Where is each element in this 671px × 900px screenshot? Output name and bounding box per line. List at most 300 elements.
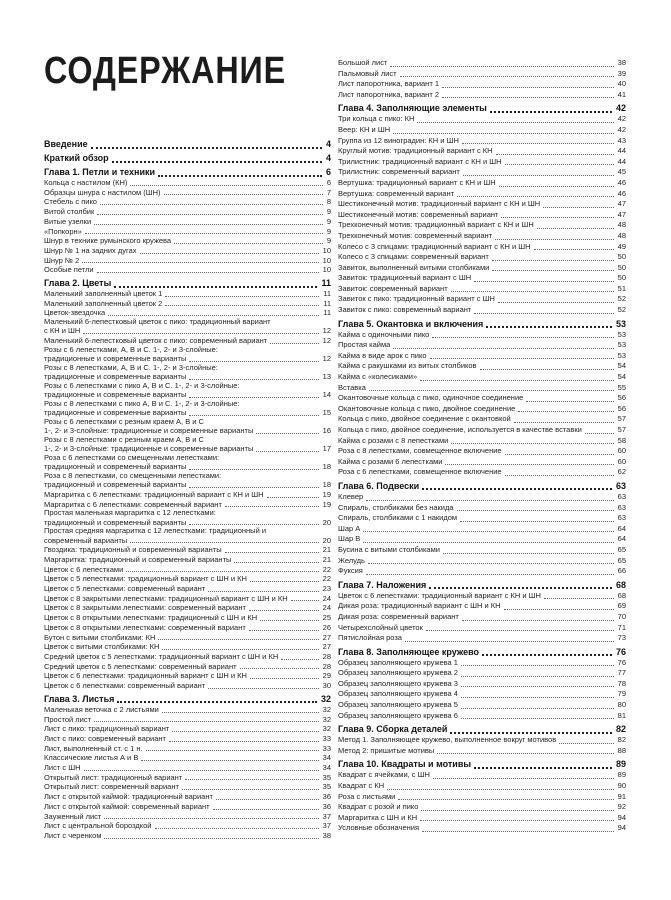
toc-page-number: 30 <box>322 681 331 691</box>
toc-entry-label: Трилистник: современный вариант <box>338 167 460 177</box>
toc-entry-label: Лист с открытой каймой: современный вариант <box>44 801 210 811</box>
toc-page-number: 46 <box>617 188 626 198</box>
toc-entry-label: Зауженный лист <box>44 811 102 821</box>
toc-entry-row <box>338 446 626 457</box>
dot-leader <box>94 720 319 722</box>
dot-leader <box>250 677 319 679</box>
dot-leader <box>165 304 319 306</box>
dot-leader <box>189 360 318 362</box>
toc-entry-line <box>44 565 331 575</box>
dot-leader <box>474 766 612 769</box>
toc-entry-wrap-line: Простая маленькая маргаритка с 12 лепестками: <box>44 509 216 518</box>
toc-entry-label: Группа из 12 виноградин: КН и ШН <box>338 135 459 145</box>
toc-entry-line <box>338 178 626 189</box>
toc-entry-label: Лист, выполненный ст. с 1 н. <box>44 743 143 753</box>
toc-entry-row <box>44 613 331 623</box>
toc-entry-label: Квадрат с розой и пико <box>338 802 419 812</box>
toc-entry-row <box>44 662 331 672</box>
toc-entry-row <box>338 813 626 824</box>
toc-chapter-row <box>44 166 331 178</box>
toc-page-number: 37 <box>322 811 331 821</box>
dot-leader <box>457 195 614 197</box>
dot-leader <box>390 65 613 67</box>
toc-page-number: 77 <box>617 668 626 678</box>
toc-entry-line <box>44 277 331 289</box>
dot-leader <box>457 509 614 511</box>
toc-page-number: 10 <box>322 245 331 255</box>
toc-entry-line <box>338 372 626 383</box>
toc-entry-row <box>44 802 331 812</box>
dot-leader <box>462 619 614 621</box>
toc-page-number: 82 <box>617 735 626 745</box>
toc-entry-label: Лист с пико: современный вариант <box>44 733 166 743</box>
toc-entry-line <box>338 679 626 690</box>
toc-entry-row <box>338 770 626 781</box>
toc-entry-line <box>338 146 626 157</box>
toc-entry-wrap-line: Розы с 6 лепестками, А, В и С. 1-, 2- и 3-слойные: <box>44 345 218 354</box>
toc-entry-label: Окантовочные кольца с пико, двойное соединение <box>338 403 516 413</box>
toc-entry-wrap-line: Роза с 6 лепестками со смещенными лепестками: <box>44 453 220 462</box>
toc-page-number: 50 <box>617 273 626 283</box>
toc-entry-row <box>338 294 626 305</box>
dot-leader <box>461 664 614 666</box>
toc-entry-line <box>44 408 331 418</box>
toc-entry-label: традиционные и современные варианты <box>44 354 187 364</box>
toc-entry-line <box>338 330 626 341</box>
toc-page-number: 64 <box>617 523 626 533</box>
toc-entry-row <box>338 383 626 394</box>
page-title: СОДЕРЖАНИЕ <box>44 50 286 92</box>
dot-leader <box>363 530 613 532</box>
toc-entry-label: Открытый лист: современный вариант <box>44 782 179 792</box>
toc-entry-label: Цветок с 8 открытыми лепестками: традиционный с ШН и КН <box>44 613 258 623</box>
toc-entry-label: Веер: КН и ШН <box>338 124 391 134</box>
toc-page-number: 78 <box>617 678 626 688</box>
toc-page-number: 19 <box>322 489 331 499</box>
toc-entry-label: Глава 2. Цветы <box>44 278 112 289</box>
dot-leader <box>172 730 318 732</box>
toc-entry-label: Кольца с пико, двойное соединение, используется в качестве вставки <box>338 425 582 434</box>
toc-page-number: 32 <box>322 704 331 714</box>
toc-page-number: 10 <box>322 255 331 265</box>
toc-entry-line <box>44 681 331 691</box>
dot-leader <box>240 667 319 669</box>
toc-entry-label: Образцы шнура с настилом (ШН) <box>44 187 161 197</box>
toc-entry-label: Маленький заполненный цветок 2 <box>44 298 163 308</box>
dot-leader <box>429 586 612 589</box>
toc-page-number: 44 <box>617 146 626 156</box>
toc-entry-row <box>338 700 626 711</box>
toc-page-number: 10 <box>322 265 331 275</box>
toc-entry-line <box>338 294 626 305</box>
toc-entry-label: Лист с черенком <box>44 830 102 840</box>
toc-page-number: 58 <box>617 435 626 445</box>
toc-page-number: 45 <box>617 167 626 177</box>
toc-entry-row <box>44 308 331 318</box>
toc-entry-line <box>338 263 626 274</box>
toc-entry-label: Цветок-звездочка <box>44 308 106 318</box>
toc-page-number: 47 <box>617 199 626 209</box>
toc-page-number: 9 <box>326 207 331 217</box>
toc-entry-wrap-line: Роза с 8 лепестками, со смещенными лепестками: <box>44 471 222 480</box>
toc-entry-line <box>338 658 626 669</box>
toc-entry-row <box>44 584 331 594</box>
toc-entry-line <box>44 802 331 812</box>
dot-leader <box>461 696 614 698</box>
toc-entry-label: Бусина с витыми столбиками <box>338 544 440 554</box>
toc-page-number: 42 <box>617 114 626 124</box>
toc-entry-line <box>338 601 626 612</box>
toc-entry-label: Витые узелки <box>44 216 92 226</box>
toc-entry-line <box>338 591 626 602</box>
toc-entry-line <box>338 136 626 147</box>
toc-entry-label: Круглый мотив: традиционный вариант с КН <box>338 146 493 156</box>
toc-entry-row <box>44 773 331 783</box>
dot-leader <box>369 389 614 391</box>
toc-entry-row <box>338 612 626 623</box>
dot-leader <box>270 342 318 344</box>
toc-page-number: 70 <box>617 611 626 621</box>
toc-entry-line <box>44 326 331 336</box>
toc-entry-label: Метод 2: пришитые мотивы <box>338 745 435 755</box>
toc-entry-line <box>338 231 626 242</box>
toc-entry-line <box>338 58 626 69</box>
toc-entry-label: Шар В <box>338 534 361 544</box>
toc-entry-label: Окантовочные кольца с пико, одиночное соединение <box>338 393 524 403</box>
toc-entry-line <box>338 480 626 492</box>
toc-entry-line <box>338 467 626 478</box>
toc-entry-row <box>338 210 626 221</box>
dot-leader <box>420 379 614 381</box>
dot-leader <box>442 86 614 88</box>
toc-entry-row <box>338 633 626 644</box>
dot-leader <box>189 396 318 398</box>
toc-page-number: 36 <box>322 792 331 802</box>
toc-entry-label: Лист с открытой каймой: традиционный вариант <box>44 792 213 802</box>
toc-entry-line <box>44 372 331 382</box>
toc-chapter-row <box>338 646 626 658</box>
toc-entry-line <box>338 457 626 468</box>
toc-entry-row <box>44 812 331 822</box>
toc-entry-row <box>338 167 626 178</box>
toc-page-number: 63 <box>617 491 626 501</box>
toc-entry-label: Вставка <box>338 382 366 392</box>
toc-page-number: 16 <box>322 426 331 436</box>
toc-page-number: 35 <box>322 782 331 792</box>
toc-entry-line <box>44 138 331 150</box>
dot-leader <box>158 174 322 177</box>
toc-entry-row <box>338 361 626 372</box>
toc-entry-label: Завиток: традиционный вариант с ШН <box>338 273 472 283</box>
toc-entry-label: Глава 1. Петли и техники <box>44 167 156 177</box>
dot-leader <box>526 400 613 402</box>
toc-entry-line <box>338 813 626 824</box>
toc-page-number: 23 <box>322 584 331 594</box>
toc-page-number: 62 <box>617 467 626 477</box>
toc-page-number: 40 <box>617 79 626 89</box>
dot-leader <box>501 216 613 218</box>
toc-entry-row <box>338 735 626 746</box>
toc-entry-line <box>44 536 331 546</box>
toc-page-number: 11 <box>323 298 331 308</box>
toc-page-number: 41 <box>617 89 626 99</box>
toc-page-number: 19 <box>322 499 331 509</box>
toc-entry-row <box>44 603 331 613</box>
toc-entry-line <box>44 217 331 227</box>
toc-page-number: 12 <box>322 336 331 346</box>
toc-page-number: 92 <box>617 802 626 812</box>
toc-entry-line <box>44 594 331 604</box>
toc-entry-row <box>338 414 626 425</box>
dot-leader <box>492 259 614 261</box>
toc-entry-line <box>338 404 626 415</box>
toc-page-number: 66 <box>617 566 626 576</box>
dot-leader <box>422 830 614 832</box>
toc-entry-label: Цветок с 5 лепестками: современный вариант <box>44 584 206 594</box>
toc-entry-row <box>338 305 626 316</box>
dot-leader <box>165 295 319 297</box>
toc-entry-line <box>338 623 626 634</box>
toc-entry-row <box>338 513 626 524</box>
dot-leader <box>291 599 319 601</box>
toc-page-number: 50 <box>617 252 626 262</box>
toc-page-number: 21 <box>322 545 331 555</box>
toc-entry-row <box>338 425 626 436</box>
toc-entry-line <box>44 812 331 822</box>
dot-leader <box>85 232 323 234</box>
toc-entry-label: Квадрат с ячейками, с ШН <box>338 770 430 780</box>
dot-leader <box>445 463 613 465</box>
toc-entry-row <box>338 503 626 514</box>
toc-entry-wrap-line: Розы с 8 лепестками с пико А, В и С. 1-, 2- и 3-слойные: <box>44 399 240 408</box>
toc-page-number: 32 <box>320 693 331 704</box>
toc-chapter-row <box>338 758 626 770</box>
toc-entry-line <box>338 340 626 351</box>
toc-entry-row <box>338 340 626 351</box>
toc-entry-line <box>44 188 331 198</box>
toc-entry-label: Трехконечный мотив: традиционный вариант с КН и ШН <box>338 220 534 230</box>
toc-entry-label: Введение <box>44 139 88 149</box>
toc-entry-line <box>44 744 331 754</box>
toc-entry-label: Особые петли <box>44 265 94 275</box>
toc-entry-line <box>44 821 331 831</box>
toc-entry-label: Клевер <box>338 491 364 501</box>
toc-entry-row <box>44 565 331 575</box>
toc-entry-label: Кайма с одиночными пико <box>338 329 430 339</box>
toc-page-number: 28 <box>322 661 331 671</box>
toc-entry-line <box>338 758 626 770</box>
toc-entry-label: Простой лист <box>44 714 92 724</box>
toc-entry-label: Лист с пико: традиционный вариант <box>44 724 170 734</box>
toc-entry-row <box>44 623 331 633</box>
toc-entry-line <box>44 299 331 309</box>
toc-page-number: 94 <box>617 823 626 833</box>
toc-entry-label: Кольца с настилом (КН) <box>44 178 128 187</box>
toc-entry-row <box>44 705 331 715</box>
toc-entry-line <box>338 318 626 330</box>
toc-entry-line <box>338 284 626 295</box>
toc-entry-label: Цветок с 6 лепестками: традиционный вариант с КН и ШН <box>338 590 541 600</box>
toc-page-number: 20 <box>322 517 331 527</box>
toc-entry-line <box>44 792 331 802</box>
dot-leader <box>585 432 614 434</box>
toc-entry-wrap-line: Розы с 8 лепестками, А, В и С. 1-, 2- и 3-слойные: <box>44 363 218 372</box>
toc-entry-row <box>338 330 626 341</box>
toc-chapter-row <box>44 138 331 150</box>
toc-page-number: 37 <box>322 821 331 831</box>
toc-entry-label: традиционный и современный варианты <box>44 480 187 490</box>
toc-entry-label: Глава 8. Заполняющее кружево <box>338 646 480 657</box>
toc-entry-row <box>44 336 331 346</box>
toc-entry-label: Четырехслойный цветок <box>338 622 423 632</box>
toc-entry-line <box>338 770 626 781</box>
dot-leader <box>94 223 323 225</box>
toc-entry-line <box>338 210 626 221</box>
toc-page-number: 69 <box>617 601 626 611</box>
dot-leader <box>234 561 318 563</box>
toc-page-number: 42 <box>615 103 626 114</box>
dot-leader <box>108 314 319 316</box>
toc-entry-line <box>44 152 331 164</box>
toc-entry-label: традиционные и современные варианты <box>44 408 187 418</box>
dot-leader <box>534 248 614 250</box>
toc-entry-label: Условные обозначения <box>338 823 420 833</box>
toc-page-number: 63 <box>617 513 626 523</box>
dot-leader <box>267 496 319 498</box>
toc-entry-row <box>338 802 626 813</box>
toc-entry-row <box>338 436 626 447</box>
toc-entry-line <box>338 125 626 136</box>
toc-entry-line <box>44 662 331 672</box>
dot-leader <box>84 769 319 771</box>
toc-page-number: 94 <box>617 812 626 822</box>
toc-entry-line <box>338 69 626 80</box>
toc-page-number: 54 <box>617 372 626 382</box>
toc-entry-line <box>338 167 626 178</box>
toc-entry-row <box>44 197 331 207</box>
toc-entry-label: современный варианты <box>44 535 128 545</box>
toc-entry-label: Маленький 6-лепестковый цветок с пико: современный вариант <box>44 336 268 346</box>
toc-entry-row <box>44 642 331 652</box>
toc-entry-line <box>44 715 331 725</box>
toc-page-number: 90 <box>617 781 626 791</box>
dot-leader <box>164 193 323 195</box>
toc-entry-label: Завиток с пико: современный вариант <box>338 305 472 315</box>
toc-entry-line <box>44 782 331 792</box>
toc-entry-line <box>44 336 331 346</box>
toc-entry-row <box>44 400 331 418</box>
toc-entry-row <box>338 252 626 263</box>
toc-entry-row <box>338 393 626 404</box>
toc-entry-row <box>44 364 331 382</box>
toc-page-number: 6 <box>325 167 331 177</box>
dot-leader <box>393 132 614 134</box>
toc-entry-line <box>44 763 331 773</box>
dot-leader <box>208 687 318 689</box>
toc-entry-line <box>44 773 331 783</box>
toc-entry-label: Образец заполняющего кружева 6 <box>338 710 458 720</box>
toc-entry-wrap-line: Розы с 6 лепестками с пико А, В и С. 1-, 2- и 3-слойные: <box>44 381 240 390</box>
dot-leader <box>474 280 613 282</box>
toc-entry-label: традиционный и современный варианты <box>44 517 187 527</box>
toc-page-number: 91 <box>617 791 626 801</box>
toc-page-number: 25 <box>322 613 331 623</box>
toc-entry-line <box>44 753 331 763</box>
dot-leader <box>496 153 614 155</box>
toc-entry-line <box>44 166 331 178</box>
toc-entry-line <box>44 265 331 275</box>
toc-entry-line <box>44 426 331 436</box>
toc-page-number: 7 <box>326 187 331 197</box>
toc-page-number: 73 <box>617 633 626 643</box>
dot-leader <box>366 499 613 501</box>
toc-entry-label: Дикая роза: современный вариант <box>338 611 459 621</box>
toc-entry-row <box>338 157 626 168</box>
dot-leader <box>174 242 323 244</box>
toc-entry-label: Шнур № 2 <box>44 255 80 265</box>
toc-entry-label: Кольца с пико, двойное соединение с окантовкой <box>338 414 511 424</box>
toc-page-number: 46 <box>617 177 626 187</box>
toc-page-number: 60 <box>617 446 626 456</box>
toc-page-number: 48 <box>617 220 626 230</box>
dot-leader <box>146 749 319 751</box>
dot-leader <box>189 378 318 380</box>
dot-leader <box>461 707 614 709</box>
toc-entry-row <box>44 633 331 643</box>
toc-chapter-row <box>338 723 626 735</box>
toc-entry-label: Глава 4. Заполняющие элементы <box>338 103 487 114</box>
toc-entry-line <box>338 492 626 503</box>
toc-entry-label: Дикая роза: традиционный вариант с ШН и КН <box>338 601 501 611</box>
dot-leader <box>400 75 614 77</box>
toc-entry-label: Цветок с 5 лепестками: традиционный вариант с ШН и КН <box>44 574 247 584</box>
toc-entry-row <box>338 199 626 210</box>
toc-entry-label: Глава 6. Подвески <box>338 480 420 491</box>
dot-leader <box>162 711 319 713</box>
toc-page-number: 6 <box>326 178 331 187</box>
toc-entry-row <box>338 263 626 274</box>
toc-entry-line <box>44 500 331 510</box>
toc-page-number: 32 <box>322 724 331 734</box>
toc-entry-row <box>338 114 626 125</box>
toc-page-number: 21 <box>322 554 331 564</box>
toc-entry-row <box>338 823 626 834</box>
toc-entry-row <box>338 372 626 383</box>
toc-entry-row <box>338 545 626 556</box>
toc-page-number: 89 <box>617 770 626 780</box>
dot-leader <box>130 541 318 543</box>
toc-entry-label: Шар А <box>338 523 361 533</box>
toc-entry-row <box>338 467 626 478</box>
toc-entry-line <box>44 308 331 318</box>
toc-entry-label: Трилистник: традиционный вариант с КН и ШН <box>338 156 502 166</box>
dot-leader <box>213 808 319 810</box>
toc-entry-row <box>44 671 331 681</box>
dot-leader <box>162 648 318 650</box>
toc-chapter-row <box>338 102 626 114</box>
dot-leader <box>281 658 318 660</box>
toc-page-number: 38 <box>617 58 626 67</box>
toc-entry-label: Роза с 8 лепестками, совмещенное включение <box>338 446 502 456</box>
toc-entry-row <box>44 681 331 691</box>
dot-leader <box>490 110 612 113</box>
toc-page-number: 53 <box>617 350 626 360</box>
toc-entry-line <box>44 603 331 613</box>
toc-entry-line <box>338 668 626 679</box>
toc-page-number: 56 <box>617 393 626 403</box>
toc-column-left <box>44 136 331 841</box>
dot-leader <box>450 731 612 734</box>
